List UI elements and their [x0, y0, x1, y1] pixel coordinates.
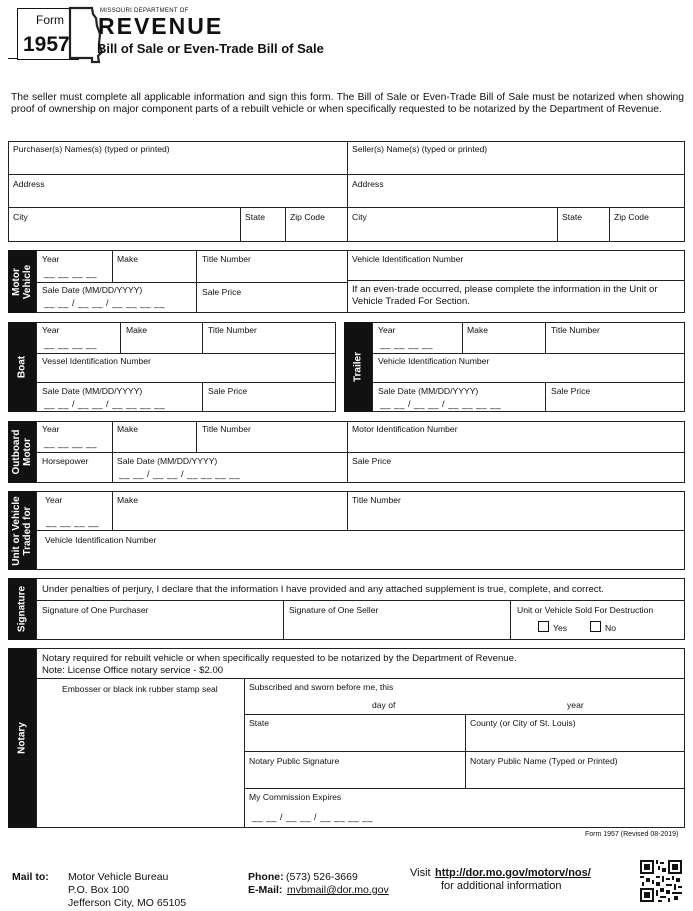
yes-checkbox[interactable]	[538, 621, 549, 632]
mail-po-box: P.O. Box 100	[68, 884, 130, 896]
stamp-seal-area[interactable]: Embosser or black ink rubber stamp seal	[62, 684, 218, 694]
mail-bureau: Motor Vehicle Bureau	[68, 871, 169, 883]
subscribed-label: Subscribed and sworn before me, this	[249, 682, 394, 692]
commission-expires-field[interactable]: __ __ / __ __ / __ __ __ __	[252, 812, 374, 822]
mv-make-field[interactable]: Make	[117, 254, 139, 264]
email-label: E-Mail:	[248, 884, 283, 896]
email-link[interactable]: mvbmail@dor.mo.gov	[287, 884, 389, 896]
mv-year-field[interactable]: __ __ __ __	[44, 268, 98, 278]
phone-label: Phone:	[248, 871, 284, 883]
boat-sale-date-label: Sale Date (MM/DD/YYYY)	[42, 386, 143, 396]
trailer-title-number-field[interactable]: Title Number	[551, 325, 600, 335]
mv-vin-field[interactable]: Vehicle Identification Number	[352, 254, 464, 264]
tf-year-field[interactable]: __ __ __ __	[46, 517, 100, 527]
trailer-sale-date-label: Sale Date (MM/DD/YYYY)	[378, 386, 479, 396]
boat-year-label: Year	[42, 325, 60, 335]
visit-text: Visit	[410, 867, 431, 879]
seller-address-field[interactable]: Address	[352, 179, 384, 189]
intro-text: The seller must complete all applicable information and sign this form. The Bill of Sale or Even-Trade Bill of Sale must be notarized when showing proof of ownership on major component parts of a rebuilt vehicle or when specifically requested to be notarized by the Department of Revenue.	[11, 92, 684, 115]
notary-name-field[interactable]: Notary Public Name (Typed or Printed)	[470, 756, 618, 766]
tf-make-field[interactable]: Make	[117, 495, 139, 505]
purchaser-signature-field[interactable]: Signature of One Purchaser	[42, 605, 149, 615]
form-word: Form	[36, 13, 64, 27]
qr-code-icon	[640, 860, 682, 902]
additional-info-text: for additional information	[441, 880, 562, 892]
agency-name: MISSOURI DEPARTMENT OF	[100, 8, 189, 14]
form-title: Bill of Sale or Even-Trade Bill of Sale	[97, 41, 324, 56]
commission-expires-label: My Commission Expires	[249, 792, 342, 802]
purchaser-names-field[interactable]: Purchaser(s) Names(s) (typed or printed)	[13, 144, 170, 154]
seller-signature-field[interactable]: Signature of One Seller	[289, 605, 379, 615]
trailer-sale-price-field[interactable]: Sale Price	[551, 386, 591, 396]
purchaser-zip-field[interactable]: Zip Code	[290, 212, 325, 222]
even-trade-note: If an even-trade occurred, please complete the information in the Unit or Vehicle Traded For Section.	[352, 284, 658, 307]
boat-year-field[interactable]: __ __ __ __	[44, 339, 98, 349]
horsepower-field[interactable]: Horsepower	[42, 456, 89, 466]
om-sale-price-field[interactable]: Sale Price	[352, 456, 392, 466]
mv-sale-date-field[interactable]: __ __ / __ __ / __ __ __ __	[44, 298, 166, 308]
form-number: 1957	[23, 33, 70, 56]
om-sale-date-label: Sale Date (MM/DD/YYYY)	[117, 456, 218, 466]
mv-sale-date-label: Sale Date (MM/DD/YYYY)	[42, 285, 143, 295]
revenue-logo: REVENUE	[98, 13, 224, 39]
seller-state-field[interactable]: State	[562, 212, 583, 222]
mv-title-number-field[interactable]: Title Number	[202, 254, 251, 264]
outboard-motor-tab: Outboard Motor	[8, 421, 36, 483]
signature-tab: Signature	[8, 578, 36, 640]
om-make-field[interactable]: Make	[117, 424, 139, 434]
notary-county-field[interactable]: County (or City of St. Louis)	[470, 718, 576, 728]
trailer-year-field[interactable]: __ __ __ __	[380, 339, 434, 349]
trailer-year-label: Year	[378, 325, 396, 335]
vessel-id-field[interactable]: Vessel Identification Number	[42, 356, 151, 366]
motor-id-field[interactable]: Motor Identification Number	[352, 424, 458, 434]
boat-tab: Boat	[8, 322, 36, 412]
boat-make-field[interactable]: Make	[126, 325, 148, 335]
traded-for-tab: Unit or Vehicle Traded for	[8, 491, 36, 570]
notary-fee-note: Note: License Office notary service - $2.00	[42, 665, 224, 676]
notary-state-field[interactable]: State	[249, 718, 270, 728]
purchaser-address-field[interactable]: Address	[13, 179, 45, 189]
om-year-field[interactable]: __ __ __ __	[44, 438, 98, 448]
notary-tab: Notary	[8, 648, 36, 828]
no-label: No	[605, 623, 616, 633]
trailer-make-field[interactable]: Make	[467, 325, 489, 335]
om-title-number-field[interactable]: Title Number	[202, 424, 251, 434]
seller-names-field[interactable]: Seller(s) Name(s) (typed or printed)	[352, 144, 488, 154]
seller-zip-field[interactable]: Zip Code	[614, 212, 649, 222]
mv-year-label: Year	[42, 254, 60, 264]
boat-sale-date-field[interactable]: __ __ / __ __ / __ __ __ __	[44, 399, 166, 409]
seller-city-field[interactable]: City	[352, 212, 367, 222]
boat-sale-price-field[interactable]: Sale Price	[208, 386, 248, 396]
phone-number: (573) 526-3669	[286, 871, 358, 883]
revision-note: Form 1957 (Revised 08-2019)	[585, 831, 679, 838]
no-checkbox[interactable]	[590, 621, 601, 632]
motor-vehicle-tab: Motor Vehicle	[8, 250, 36, 313]
yes-label: Yes	[553, 623, 568, 633]
mail-to-label: Mail to:	[12, 871, 49, 883]
tf-title-number-field[interactable]: Title Number	[352, 495, 401, 505]
trailer-tab: Trailer	[344, 322, 372, 412]
left-dash	[8, 58, 17, 59]
mv-sale-price-field[interactable]: Sale Price	[202, 287, 242, 297]
tf-year-label: Year	[45, 495, 63, 505]
notary-year-field[interactable]: year	[567, 700, 584, 710]
perjury-declaration: Under penalties of perjury, I declare that the information I have provided and any attached supplement is true, complete, and correct.	[42, 584, 604, 595]
om-year-label: Year	[42, 424, 60, 434]
notary-required-text: Notary required for rebuilt vehicle or when specifically requested to be notarized by the Department of Revenue.	[42, 653, 517, 664]
tf-vin-field[interactable]: Vehicle Identification Number	[45, 535, 157, 545]
om-sale-date-field[interactable]: __ __ / __ __ / __ __ __ __	[119, 469, 241, 479]
website-link[interactable]: http://dor.mo.gov/motorv/nos/	[435, 867, 591, 879]
notary-signature-field[interactable]: Notary Public Signature	[249, 756, 340, 766]
purchaser-city-field[interactable]: City	[13, 212, 28, 222]
purchaser-state-field[interactable]: State	[245, 212, 266, 222]
trailer-vin-field[interactable]: Vehicle Identification Number	[378, 356, 490, 366]
mail-city: Jefferson City, MO 65105	[68, 897, 187, 909]
destruction-label: Unit or Vehicle Sold For Destruction	[517, 605, 654, 615]
boat-title-number-field[interactable]: Title Number	[208, 325, 257, 335]
trailer-sale-date-field[interactable]: __ __ / __ __ / __ __ __ __	[380, 399, 502, 409]
day-of-field[interactable]: day of	[372, 700, 396, 710]
